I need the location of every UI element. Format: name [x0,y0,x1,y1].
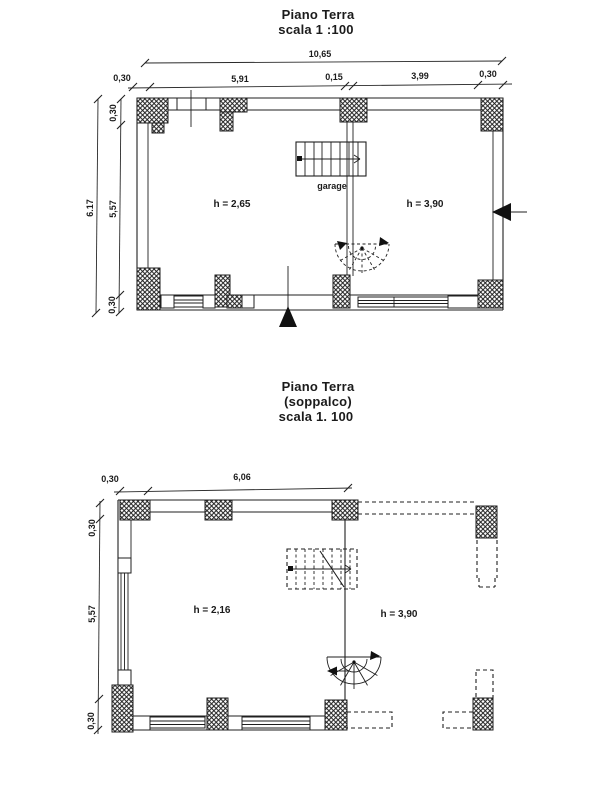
dim-left-1: 5,57 [108,200,118,218]
top-plan-pillars [137,98,503,310]
dim-seg-1: 5,91 [231,74,249,84]
dim-left-2: 0,30 [107,296,117,314]
room-height-right: h = 3,90 [406,199,444,210]
top-plan-dimensions-left [85,95,125,317]
bottom-plan-title-line2: (soppalco) [284,394,352,409]
dim-width-label: 6,06 [233,472,251,482]
dim-bleft-1: 5,57 [87,605,97,623]
dim-left-0: 0,30 [108,104,118,122]
dim-bleft-0: 0,30 [87,519,97,537]
dim-bleft-2: 0,30 [86,712,96,730]
dim-seg-2: 0,15 [325,72,343,82]
top-plan-dimensions-top [113,49,512,91]
top-plan [85,7,527,327]
soppalco-height-right: h = 3,90 [380,609,418,620]
garage-label: garage [317,181,347,191]
dim-seg-3: 3,99 [411,71,429,81]
soppalco-height-left: h = 2,16 [193,605,231,616]
bottom-plan-spiral-stair [327,651,381,689]
bottom-plan [86,379,497,734]
top-plan-title [278,7,355,37]
bottom-plan-title [279,379,355,424]
bottom-plan-dimensions-left [86,499,104,734]
top-plan-title-line1: Piano Terra [281,7,355,22]
top-plan-entry-arrow-right [492,203,527,221]
top-plan-entry-arrow-bottom [279,266,297,327]
top-plan-staircase [296,142,366,191]
bottom-plan-walls [112,500,358,730]
bottom-plan-dimensions-top [101,472,352,495]
dim-seg-0: 0,30 [113,73,131,83]
bottom-plan-pillars [112,500,497,732]
top-plan-scale-label: scala 1 :100 [278,22,354,37]
dim-offset-label: 0,30 [101,474,119,484]
bottom-plan-scale-label: scala 1. 100 [278,409,354,424]
bottom-plan-title-line1: Piano Terra [281,379,355,394]
bottom-plan-staircase [287,549,357,589]
dim-left-total: 6.17 [85,199,95,217]
top-plan-walls [137,98,503,310]
dim-total-width: 10,65 [308,49,332,59]
room-height-left: h = 2,65 [213,199,251,210]
dim-seg-4: 0,30 [479,69,497,79]
bottom-plan-dashed-walls [347,502,497,728]
top-plan-spiral-stair [335,237,389,275]
